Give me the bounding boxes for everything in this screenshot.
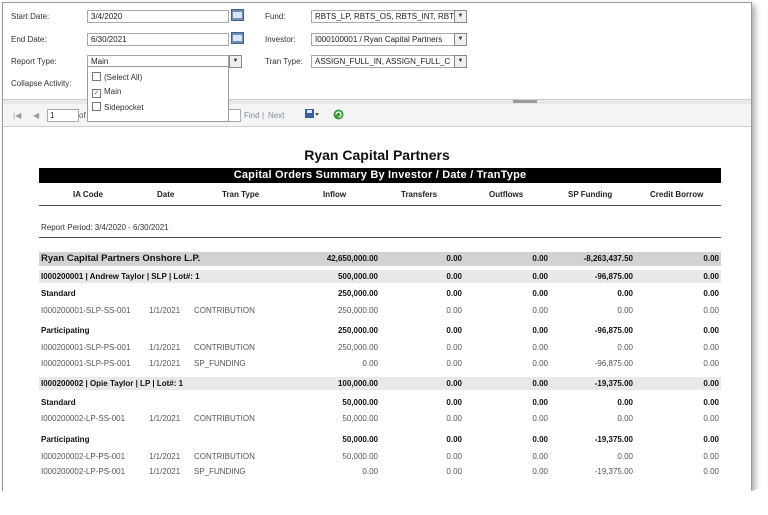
start-date-label: Start Date:	[11, 12, 50, 21]
start-date-input[interactable]: 3/4/2020	[87, 10, 229, 23]
sp-funding-cell: -19,375.00	[594, 379, 633, 388]
row-label: I000200002 | Opie Taylor | LP | Lot#: 1	[41, 379, 184, 388]
report-type-label: Report Type:	[11, 57, 57, 66]
tran-type-cell: CONTRIBUTION	[194, 306, 255, 315]
option-label: Sidepocket	[104, 103, 144, 112]
subtotal-row	[39, 287, 721, 300]
fund-label: Fund:	[265, 12, 286, 21]
outflows-cell: 0.00	[532, 306, 548, 315]
header-divider	[39, 205, 721, 206]
credit-borrow-cell: 0.00	[703, 414, 719, 423]
toolbar-separator: |	[262, 111, 265, 120]
option-select-all[interactable]	[92, 72, 142, 82]
inflow-cell: 50,000.00	[342, 452, 378, 461]
page-number-input[interactable]: 1	[47, 109, 79, 122]
row-label: Participating	[41, 435, 90, 444]
credit-borrow-cell: 0.00	[703, 359, 719, 368]
row-label: I000200001 | Andrew Taylor | SLP | Lot#: 1	[41, 272, 200, 281]
date-cell: 1/1/2021	[149, 343, 181, 352]
transfers-cell: 0.00	[446, 452, 462, 461]
calendar-icon[interactable]	[231, 32, 244, 44]
outflows-cell: 0.00	[532, 254, 548, 263]
outflows-cell: 0.00	[532, 326, 548, 335]
page-of-label: of	[79, 111, 86, 120]
inflow-cell: 500,000.00	[337, 272, 378, 281]
inflow-cell: 250,000.00	[337, 343, 378, 352]
checkbox-icon[interactable]	[92, 102, 101, 111]
sp-funding-cell: 0.00	[617, 452, 633, 461]
chevron-down-icon[interactable]: ▼	[454, 33, 467, 46]
date-cell: 1/1/2021	[149, 452, 181, 461]
sp-funding-cell: -19,375.00	[594, 467, 633, 476]
outflows-cell: 0.00	[532, 359, 548, 368]
tran-type-cell: CONTRIBUTION	[194, 343, 255, 352]
row-label: I000200002-LP-PS-001	[41, 467, 126, 476]
row-label: Standard	[41, 398, 76, 407]
subtotal-row	[39, 324, 721, 337]
collapse-activity-label: Collapse Activity:	[11, 79, 72, 88]
tran-type-cell: CONTRIBUTION	[194, 414, 255, 423]
row-label: I000200002-LP-SS-001	[41, 414, 126, 423]
report-title: Ryan Capital Partners	[304, 147, 450, 163]
outflows-cell: 0.00	[532, 414, 548, 423]
group-row	[39, 252, 721, 266]
next-link[interactable]: Next	[268, 111, 285, 120]
outflows-cell: 0.00	[532, 398, 548, 407]
transfers-cell: 0.00	[446, 435, 462, 444]
sp-funding-cell: -19,375.00	[594, 435, 633, 444]
transfers-cell: 0.00	[446, 467, 462, 476]
subtotal-row	[39, 396, 721, 409]
credit-borrow-cell: 0.00	[703, 398, 719, 407]
refresh-icon[interactable]	[333, 109, 344, 122]
column-header-outflows: Outflows	[489, 190, 524, 199]
date-cell: 1/1/2021	[149, 306, 181, 315]
table-row	[39, 341, 721, 354]
outflows-cell: 0.00	[532, 435, 548, 444]
chevron-down-icon[interactable]: ▼	[454, 55, 467, 68]
chevron-down-icon[interactable]: ▼	[454, 10, 467, 23]
sp-funding-cell: 0.00	[617, 343, 633, 352]
row-label: Ryan Capital Partners Onshore L.P.	[41, 253, 201, 264]
credit-borrow-cell: 0.00	[703, 306, 719, 315]
table-row	[39, 304, 721, 317]
first-page-icon[interactable]: |◀	[13, 111, 22, 120]
inflow-cell: 50,000.00	[342, 398, 378, 407]
subtotal-row	[39, 433, 721, 446]
tran-type-cell: SP_FUNDING	[194, 467, 246, 476]
calendar-icon[interactable]	[231, 9, 244, 21]
checkbox-checked-icon[interactable]: ✓	[93, 90, 100, 97]
column-header-ia-code: IA Code	[73, 190, 103, 199]
report-subtitle: Capital Orders Summary By Investor / Date / TranType	[39, 168, 721, 183]
column-header-inflow: Inflow	[323, 190, 347, 199]
sp-funding-cell: -8,263,437.50	[583, 254, 633, 263]
investor-row	[39, 377, 721, 390]
column-header-sp-funding: SP Funding	[568, 190, 613, 199]
report-type-dropdown	[87, 66, 229, 122]
table-row	[39, 450, 721, 463]
transfers-cell: 0.00	[446, 326, 462, 335]
sp-funding-cell: 0.00	[617, 306, 633, 315]
inflow-cell: 0.00	[362, 359, 378, 368]
date-cell: 1/1/2021	[149, 359, 181, 368]
sp-funding-cell: 0.00	[617, 398, 633, 407]
end-date-label: End Date:	[11, 35, 47, 44]
previous-page-icon[interactable]: ◀	[33, 111, 40, 120]
inflow-cell: 100,000.00	[337, 379, 378, 388]
period-divider	[39, 237, 721, 238]
transfers-cell: 0.00	[446, 254, 462, 263]
investor-select[interactable]: I000100001 / Ryan Capital Partners	[311, 33, 455, 46]
end-date-input[interactable]: 6/30/2021	[87, 33, 229, 46]
option-label: Main	[104, 87, 122, 96]
fund-select[interactable]: RBTS_LP, RBTS_OS, RBTS_INT, RBT	[311, 10, 455, 23]
tran-type-select[interactable]: ASSIGN_FULL_IN, ASSIGN_FULL_C	[311, 55, 455, 68]
inflow-cell: 250,000.00	[337, 306, 378, 315]
outflows-cell: 0.00	[532, 343, 548, 352]
transfers-cell: 0.00	[446, 414, 462, 423]
date-cell: 1/1/2021	[149, 467, 181, 476]
row-label: Participating	[41, 326, 90, 335]
tran-type-cell: SP_FUNDING	[194, 359, 246, 368]
tran-type-cell: CONTRIBUTION	[194, 452, 255, 461]
table-row	[39, 412, 721, 425]
torn-edge	[0, 474, 768, 515]
checkbox-icon[interactable]	[92, 72, 101, 81]
transfers-cell: 0.00	[446, 359, 462, 368]
column-header-tran-type: Tran Type	[222, 190, 260, 199]
column-header-credit-borrow: Credit Borrow	[650, 190, 704, 199]
credit-borrow-cell: 0.00	[703, 254, 719, 263]
credit-borrow-cell: 0.00	[703, 343, 719, 352]
table-row	[39, 357, 721, 370]
row-label: Standard	[41, 289, 76, 298]
inflow-cell: 42,650,000.00	[326, 254, 378, 263]
credit-borrow-cell: 0.00	[703, 435, 719, 444]
transfers-cell: 0.00	[446, 398, 462, 407]
sp-funding-cell: -96,875.00	[594, 326, 633, 335]
export-icon[interactable]	[305, 109, 319, 122]
outflows-cell: 0.00	[532, 272, 548, 281]
transfers-cell: 0.00	[446, 272, 462, 281]
option-main[interactable]	[92, 87, 121, 98]
transfers-cell: 0.00	[446, 289, 462, 298]
credit-borrow-cell: 0.00	[703, 272, 719, 281]
investor-label: Investor:	[265, 35, 296, 44]
inflow-cell: 250,000.00	[337, 326, 378, 335]
row-label: I000200001-SLP-PS-001	[41, 343, 131, 352]
row-label: I000200002-LP-PS-001	[41, 452, 126, 461]
tran-type-label: Tran Type:	[265, 57, 303, 66]
inflow-cell: 250,000.00	[337, 289, 378, 298]
outflows-cell: 0.00	[532, 467, 548, 476]
transfers-cell: 0.00	[446, 343, 462, 352]
credit-borrow-cell: 0.00	[703, 452, 719, 461]
sp-funding-cell: -96,875.00	[594, 272, 633, 281]
column-header-date: Date	[157, 190, 175, 199]
column-header-transfers: Transfers	[401, 190, 438, 199]
option-sidepocket[interactable]	[92, 102, 144, 112]
find-link[interactable]: Find	[244, 111, 260, 120]
report-period: Report Period: 3/4/2020 - 6/30/2021	[41, 223, 169, 232]
credit-borrow-cell: 0.00	[703, 289, 719, 298]
outflows-cell: 0.00	[532, 379, 548, 388]
sp-funding-cell: 0.00	[617, 414, 633, 423]
row-label: I000200001-SLP-SS-001	[41, 306, 131, 315]
sp-funding-cell: -96,875.00	[594, 359, 633, 368]
investor-row	[39, 270, 721, 283]
inflow-cell: 0.00	[362, 467, 378, 476]
credit-borrow-cell: 0.00	[703, 467, 719, 476]
outflows-cell: 0.00	[532, 289, 548, 298]
splitter-grip-icon[interactable]	[513, 100, 537, 103]
option-label: (Select All)	[104, 73, 143, 82]
row-label: I000200001-SLP-PS-001	[41, 359, 131, 368]
date-cell: 1/1/2021	[149, 414, 181, 423]
credit-borrow-cell: 0.00	[703, 326, 719, 335]
chevron-down-icon[interactable]: ▼	[229, 55, 242, 68]
credit-borrow-cell: 0.00	[703, 379, 719, 388]
sp-funding-cell: 0.00	[617, 289, 633, 298]
outflows-cell: 0.00	[532, 452, 548, 461]
transfers-cell: 0.00	[446, 306, 462, 315]
report-body	[3, 127, 751, 496]
inflow-cell: 50,000.00	[342, 435, 378, 444]
report-viewer-window	[2, 2, 752, 496]
report-type-select[interactable]: Main	[87, 55, 229, 68]
inflow-cell: 50,000.00	[342, 414, 378, 423]
transfers-cell: 0.00	[446, 379, 462, 388]
